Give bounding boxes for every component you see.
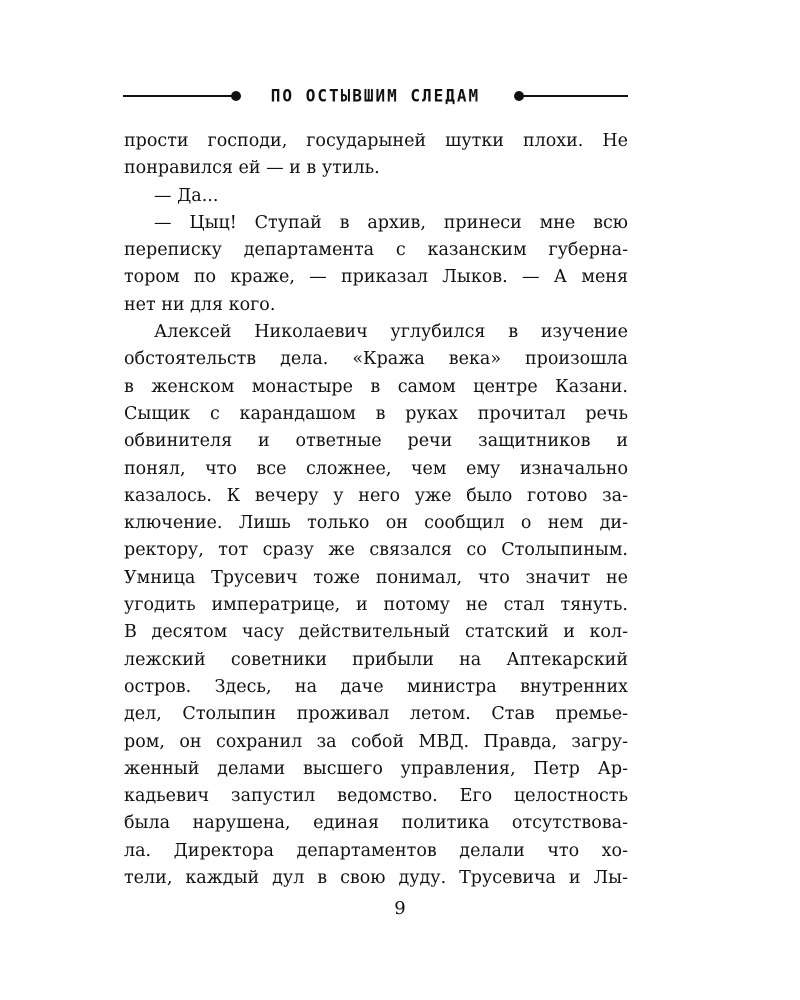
text-line: — Да... [154,185,219,206]
text-line: была нарушена, единая политика отсутствова- [124,813,628,834]
text-line: в женском монастыре в самом центре Казани. [124,376,628,397]
text-line: женный делами высшего управления, Петр Ар- [124,758,628,779]
body-text [124,128,628,892]
text-line: обвинителя и ответные речи защитников и [124,431,628,452]
text-line: нет ни для кого. [124,294,276,315]
text-line: Сыщик с карандашом в руках прочитал речь [124,403,628,424]
running-header [123,84,628,108]
text-line: Умница Трусевич тоже понимал, что значит не [124,567,628,588]
text-line: прости господи, государыней шутки плохи. Не [124,131,628,151]
text-line: дел, Столыпин проживал летом. Став премье- [124,704,628,725]
text-line: казалось. К вечеру у него уже было готово за- [124,485,628,506]
text-line: ключение. Лишь только он сообщил о нем ди- [124,513,628,534]
text-line: остров. Здесь, на даче министра внутренних [124,676,628,697]
text-line: кадьевич запустил ведомство. Его целостность [124,786,628,807]
header-rule-right [518,95,628,97]
text-line: понравился ей — и в утиль. [124,158,380,179]
text-line: Алексей Николаевич углубился в изучение [154,322,628,343]
text-line: ректору, тот сразу же связался со Столыпиным. [124,540,628,561]
text-line: обстоятельств дела. «Кража века» произошла [124,349,628,370]
text-line: лежский советники прибыли на Аптекарский [124,649,628,670]
text-line: В десятом часу действительный статский и кол- [124,622,628,643]
text-line: понял, что все сложнее, чем ему изначально [124,458,628,479]
text-line: ла. Директора департаментов делали что хо- [124,840,628,861]
text-line: угодить императрице, и потому не стал тянуть. [124,595,628,616]
running-head-title: ПО ОСТЫВШИМ СЛЕДАМ [270,85,481,106]
page-number: 9 [394,898,406,919]
text-line: ром, он сохранил за собой МВД. Правда, загру- [124,731,628,752]
text-line: тели, каждый дул в свою дуду. Трусевича и Лы- [124,868,628,889]
text-line: тором по краже, — приказал Лыков. — А меня [124,267,628,288]
text-line: переписку департамента с казанским губерна- [124,240,628,261]
text-line: — Цыц! Ступай в архив, принеси мне всю [154,212,628,233]
